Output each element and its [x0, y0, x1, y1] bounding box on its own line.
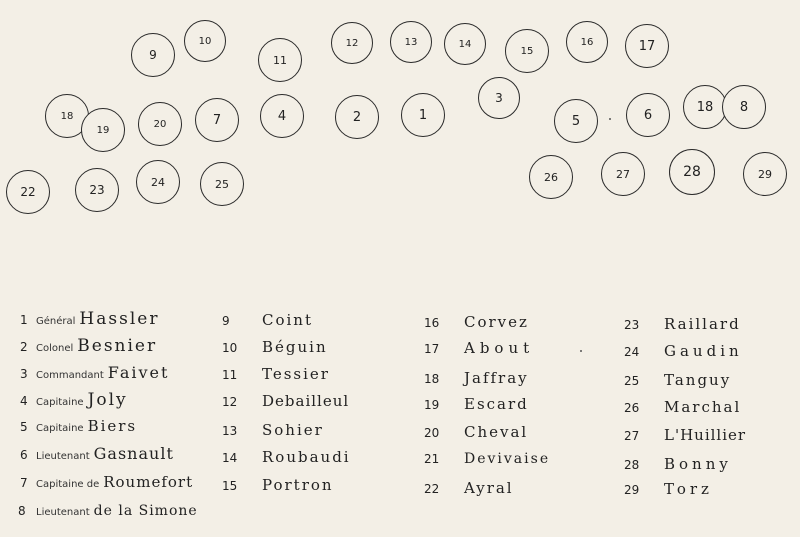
seat-circle: 15: [505, 29, 549, 73]
seat-circle: 17: [625, 24, 669, 68]
seat-circle: 9: [131, 33, 175, 77]
seat-circle: 13: [390, 21, 432, 63]
legend-entry: 15 Portron: [222, 476, 334, 494]
legend-entry: 9 Coint: [222, 311, 313, 329]
legend-entry: 4 Capitaine Joly: [20, 390, 128, 410]
legend-entry: 20 Cheval: [424, 423, 529, 441]
legend-entry: 12 Debailleul: [222, 392, 350, 410]
seat-circle: 14: [444, 23, 486, 65]
legend-entry: 22 Ayral: [424, 479, 514, 497]
seat-circle: 8: [722, 85, 766, 129]
legend-entry: 27 L'Huillier: [624, 426, 747, 444]
seat-circle: 24: [136, 160, 180, 204]
seat-circle: 7: [195, 98, 239, 142]
legend-entry: 3 Commandant Faivet: [20, 363, 170, 382]
legend-entry: 10 Béguin: [222, 338, 328, 356]
legend-entry: 28 Bonny: [624, 455, 732, 473]
legend-entry: 26 Marchal: [624, 398, 742, 416]
seat-circle: 18: [683, 85, 727, 129]
legend-entry: 29 Torz: [624, 480, 713, 498]
seat-circle: 28: [669, 149, 715, 195]
legend-entry: 19 Escard: [424, 395, 529, 413]
legend-entry: 23 Raillard: [624, 315, 741, 333]
ink-dot: [580, 350, 582, 352]
legend-entry: 11 Tessier: [222, 365, 330, 383]
seat-circle: 18: [45, 94, 89, 138]
seat-circle: 22: [6, 170, 50, 214]
seat-circle: 16: [566, 21, 608, 63]
legend-entry: 14 Roubaudi: [222, 448, 351, 466]
legend-entry: 7 Capitaine de Roumefort: [20, 473, 194, 491]
legend-entry: 8 Lieutenant de la Simone: [18, 503, 198, 519]
seat-circle: 5: [554, 99, 598, 143]
seat-circle: 27: [601, 152, 645, 196]
seat-circle: 3: [478, 77, 520, 119]
legend-entry: 1 Général Hassler: [20, 309, 160, 329]
ink-dot: [609, 118, 611, 120]
seat-circle: 19: [81, 108, 125, 152]
seat-circle: 1: [401, 93, 445, 137]
legend-entry: 17 About: [424, 339, 535, 357]
seat-circle: 4: [260, 94, 304, 138]
seat-circle: 23: [75, 168, 119, 212]
seat-circle: 25: [200, 162, 244, 206]
seat-circle: 11: [258, 38, 302, 82]
legend-entry: 13 Sohier: [222, 421, 324, 439]
seat-circle: 6: [626, 93, 670, 137]
legend-entry: 25 Tanguy: [624, 371, 732, 389]
seat-circle: 29: [743, 152, 787, 196]
seat-circle: 20: [138, 102, 182, 146]
legend-entry: 5 Capitaine Biers: [20, 417, 138, 435]
seat-circle: 2: [335, 95, 379, 139]
legend-entry: 18 Jaffray: [424, 369, 529, 387]
legend-entry: 24 Gaudin: [624, 342, 743, 360]
legend-entry: 16 Corvez: [424, 313, 529, 331]
legend-entry: 21 Devivaise: [424, 451, 551, 467]
seat-circle: 26: [529, 155, 573, 199]
seat-circle: 12: [331, 22, 373, 64]
seat-circle: 10: [184, 20, 226, 62]
legend-entry: 2 Colonel Besnier: [20, 336, 158, 356]
legend-entry: 6 Lieutenant Gasnault: [20, 444, 174, 463]
